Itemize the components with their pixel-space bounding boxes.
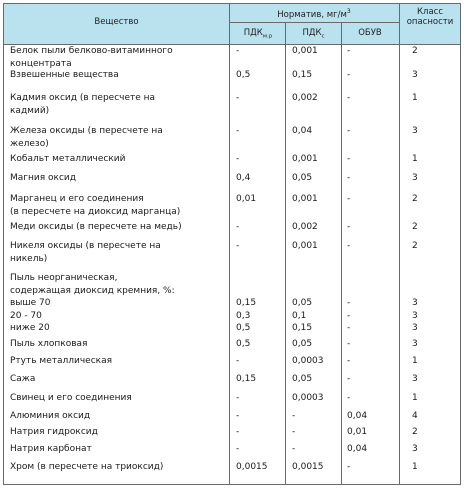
substance-name: Свинец и его соединения: [10, 393, 132, 403]
header-norm-label: Норматив, мг/м: [277, 9, 347, 20]
substance-name: Пыль хлопковая: [10, 339, 88, 349]
pdk-ss-value: 0,05: [292, 173, 313, 183]
header-pdk-ss-sub: с: [321, 33, 325, 40]
substance-name: Белок пыли белково-витаминного концентрата: [10, 46, 173, 69]
hazard-class-value: 1: [412, 154, 418, 164]
table-row: [4, 172, 460, 184]
pdk-mr-value: 0,15 0,3 0,5: [236, 298, 257, 333]
pdk-mr-value: 0,5: [236, 70, 251, 80]
header-pdk-ss-label: ПДК: [302, 28, 322, 38]
table-row: [4, 193, 460, 218]
substance-name: Кадмия оксид (в пересчете на кадмий): [10, 93, 156, 116]
header-obuv: ОБУВ: [358, 28, 382, 38]
obuv-value: -: [347, 222, 351, 232]
hazard-class-value: 1: [412, 393, 418, 403]
pdk-ss-value: -: [292, 411, 296, 421]
table-row: [4, 410, 460, 422]
header-subrule: [230, 22, 399, 23]
pdk-ss-value: 0,001: [292, 154, 318, 164]
substance-name: Кобальт металлический: [10, 154, 126, 164]
pdk-mr-value: -: [236, 154, 240, 164]
pdk-ss-value: 0,002: [292, 93, 318, 103]
table-row: [4, 373, 460, 385]
pdk-mr-value: -: [236, 356, 240, 366]
hazard-class-value: 2: [412, 46, 418, 56]
header-substance: Вещество: [94, 17, 139, 27]
hazard-class-value: 3: [412, 374, 418, 384]
pdk-ss-value: 0,15: [292, 70, 313, 80]
table-row: [4, 69, 460, 81]
pdk-ss-value: 0,0003: [292, 356, 324, 366]
pdk-ss-value: 0,001: [292, 241, 318, 251]
pdk-mr-value: -: [236, 444, 240, 454]
obuv-value: -: [347, 339, 351, 349]
obuv-value: -: [347, 93, 351, 103]
pdk-mr-value: 0,5: [236, 339, 251, 349]
substance-name: Сажа: [10, 374, 36, 384]
substance-name: Железа оксиды (в пересчете на железо): [10, 126, 163, 149]
pdk-ss-value: 0,04: [292, 126, 313, 136]
hazard-class-value: 1: [412, 462, 418, 472]
pdk-mr-value: -: [236, 93, 240, 103]
header-class: Класс опасности: [406, 7, 454, 27]
hazard-class-value: 1: [412, 93, 418, 103]
obuv-value: 0,04: [347, 444, 368, 454]
substance-name: Ртуть металлическая: [10, 356, 113, 366]
pdk-ss-value: -: [292, 444, 296, 454]
header-pdk-mr: [230, 28, 286, 42]
pdk-mr-value: 0,0015: [236, 462, 268, 472]
hazard-class-value: 3: [412, 126, 418, 136]
obuv-value: -: [347, 46, 351, 56]
hazard-class-value: 2: [412, 427, 418, 437]
pdk-mr-value: -: [236, 241, 240, 251]
table-row: [4, 221, 460, 233]
pdk-mr-value: -: [236, 411, 240, 421]
norms-table: [3, 3, 461, 485]
obuv-value: -: [347, 393, 351, 403]
pdk-ss-value: 0,001: [292, 194, 318, 204]
obuv-value: -: [347, 356, 351, 366]
pdk-mr-value: 0,01: [236, 194, 257, 204]
obuv-value: -: [347, 374, 351, 384]
pdk-mr-value: 0,4: [236, 173, 251, 183]
pdk-ss-value: 0,05: [292, 339, 313, 349]
table-row: [4, 92, 460, 117]
substance-name: Никеля оксиды (в пересчете на никель): [10, 241, 161, 264]
hazard-class-value: 2: [412, 241, 418, 251]
pdk-mr-value: -: [236, 46, 240, 56]
obuv-value: -: [347, 154, 351, 164]
table-row: [4, 355, 460, 367]
pdk-ss-value: 0,0015: [292, 462, 324, 472]
table-header: [4, 4, 460, 45]
header-pdk-ss: [286, 28, 341, 42]
pdk-ss-value: 0,002: [292, 222, 318, 232]
substance-name: Натрия гидроксид: [10, 427, 98, 437]
pdk-mr-value: -: [236, 427, 240, 437]
substance-name: Алюминия оксид: [10, 411, 91, 421]
pdk-ss-value: 0,05: [292, 374, 313, 384]
substance-name: Пыль неорганическая, содержащая диоксид кремния, %: выше 70 20 - 70 ниже 20: [10, 273, 175, 333]
table-row: [4, 338, 460, 350]
table-row: [4, 45, 460, 70]
hazard-class-value: 3: [412, 339, 418, 349]
obuv-value: 0,01: [347, 427, 368, 437]
substance-name: Меди оксиды (в пересчете на медь): [10, 222, 182, 232]
table-row: [4, 153, 460, 165]
header-pdk-mr-label: ПДК: [243, 28, 263, 38]
substance-name: Натрия карбонат: [10, 444, 92, 454]
obuv-value: - - -: [347, 298, 351, 333]
hazard-class-value: 1: [412, 356, 418, 366]
obuv-value: -: [347, 241, 351, 251]
substance-name: Хром (в пересчете на триоксид): [10, 462, 164, 472]
header-norm-unit-sup: 3: [346, 8, 351, 15]
pdk-ss-value: -: [292, 427, 296, 437]
obuv-value: -: [347, 173, 351, 183]
obuv-value: -: [347, 70, 351, 80]
pdk-mr-value: -: [236, 393, 240, 403]
table-row: [4, 240, 460, 265]
table-row: [4, 272, 460, 334]
substance-name: Марганец и его соединения (в пересчете на диоксид марганца): [10, 194, 181, 217]
substance-name: Магния оксид: [10, 173, 76, 183]
hazard-class-value: 3: [412, 173, 418, 183]
pdk-mr-value: -: [236, 222, 240, 232]
obuv-value: -: [347, 126, 351, 136]
hazard-class-value: 4: [412, 411, 418, 421]
obuv-value: -: [347, 194, 351, 204]
hazard-class-value: 3 3 3: [412, 298, 418, 333]
table-row: [4, 461, 460, 473]
table-row: [4, 443, 460, 455]
header-norm: [230, 7, 398, 20]
pdk-mr-value: -: [236, 126, 240, 136]
obuv-value: 0,04: [347, 411, 368, 421]
table-row: [4, 426, 460, 438]
substance-name: Взвешенные вещества: [10, 70, 119, 80]
hazard-class-value: 2: [412, 194, 418, 204]
hazard-class-value: 3: [412, 70, 418, 80]
obuv-value: -: [347, 462, 351, 472]
pdk-ss-value: 0,001: [292, 46, 318, 56]
hazard-class-value: 3: [412, 444, 418, 454]
table-row: [4, 125, 460, 150]
table-row: [4, 392, 460, 404]
pdk-mr-value: 0,15: [236, 374, 257, 384]
header-pdk-mr-sub: м.р: [262, 33, 273, 40]
hazard-class-value: 2: [412, 222, 418, 232]
pdk-ss-value: 0,0003: [292, 393, 324, 403]
pdk-ss-value: 0,05 0,1 0,15: [292, 298, 313, 333]
